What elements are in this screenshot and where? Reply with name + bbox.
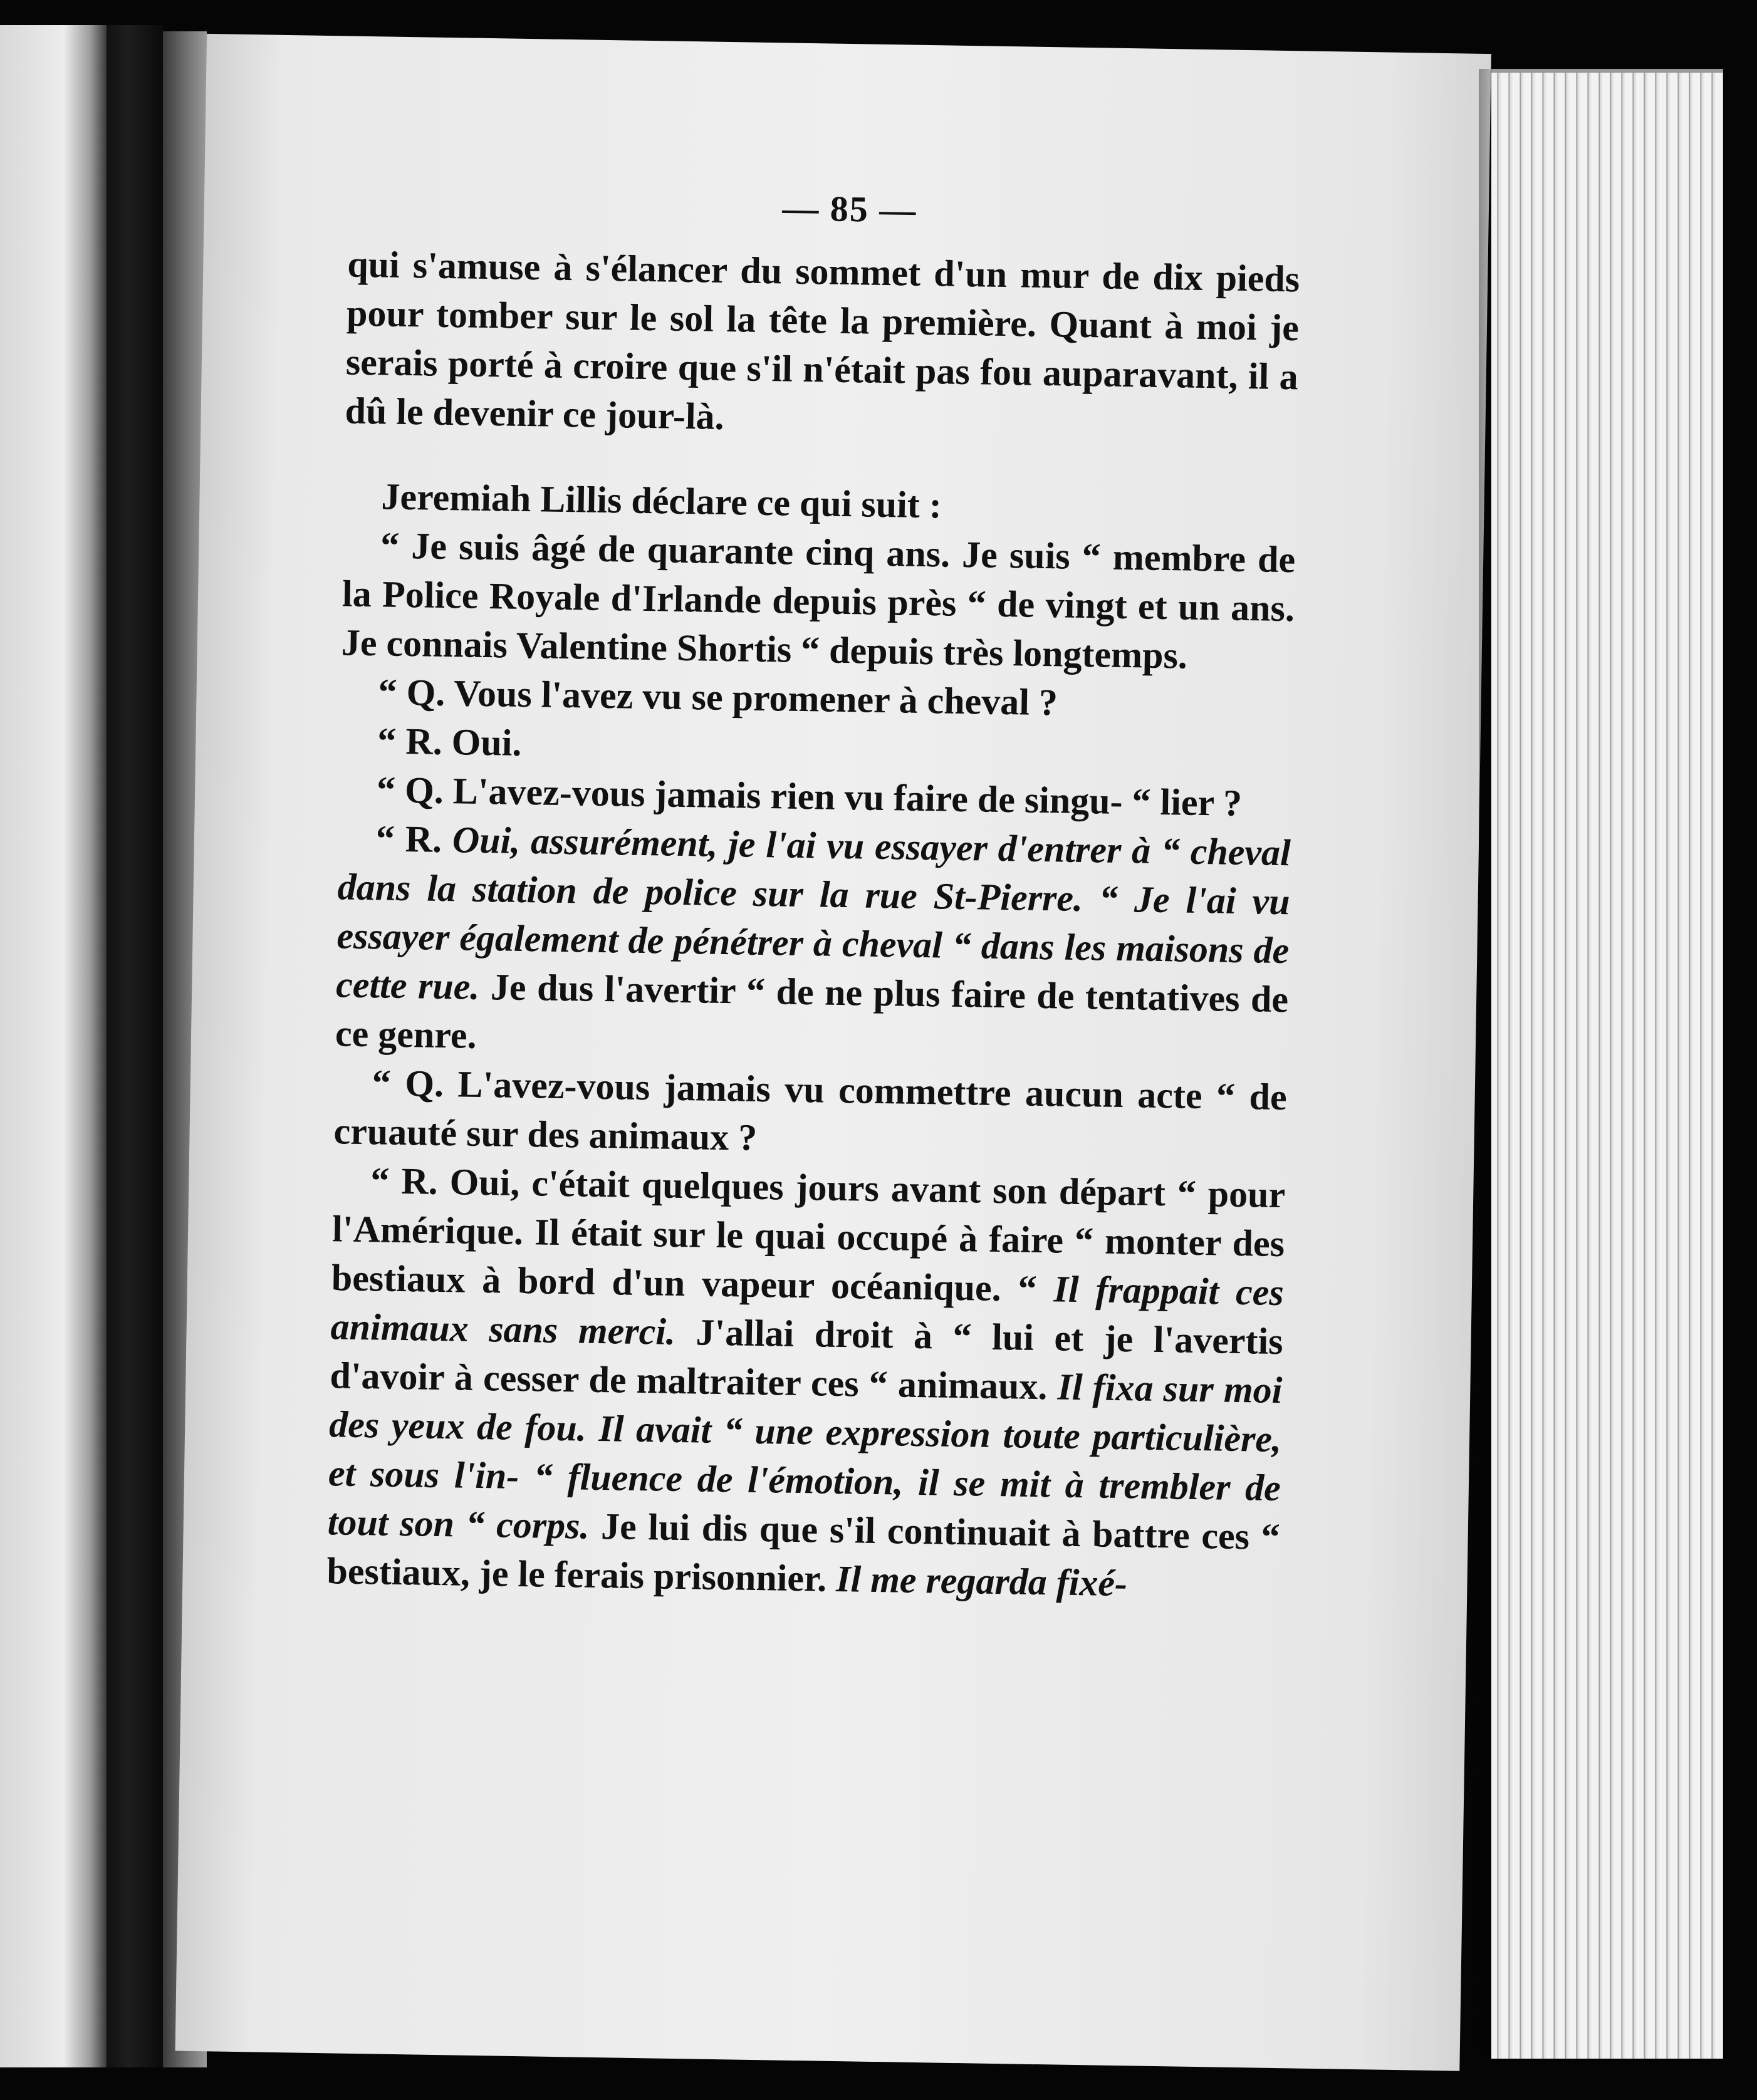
paragraph-text: Je lui dis que s'il continuait à battre ces “ bestiaux, je le ferais prisonnier.: [326, 1505, 1281, 1599]
paragraph: “ R. Oui.: [377, 720, 522, 764]
paragraph: “ Q. L'avez-vous jamais rien vu faire de singu- “ lier ?: [376, 769, 1243, 824]
italic-text: Il me regarda fixé-: [835, 1557, 1128, 1604]
body-text: [326, 239, 1300, 1610]
italic-text: Il fixa sur moi des yeux de fou. Il avait “ une expression toute particulière, et sous l'in- “ fluence de l'émotion, il se mit à trembler de tout son “ corps.: [327, 1366, 1283, 1547]
paragraph-text: Je dus l'avertir “ de ne plus faire de tentatives de ce genre.: [335, 965, 1289, 1056]
paragraph-text: J'allai droit à “ lui et je l'avertis d'avoir à cesser de maltraiter ces “ animaux.: [329, 1311, 1284, 1408]
page-number: — 85 —: [781, 187, 917, 231]
paragraph: [335, 813, 1291, 1073]
page-text-block: [326, 180, 1301, 1610]
paragraph-text: “ R.: [375, 818, 453, 861]
italic-text: Il frappait ces animaux sans merci.: [330, 1268, 1285, 1353]
paragraph: [326, 1155, 1286, 1610]
paragraph: Jeremiah Lillis déclare ce qui suit :: [381, 476, 942, 526]
book-page: [175, 34, 1491, 2071]
book-gutter: [107, 25, 163, 2067]
left-page-edge: [0, 25, 107, 2067]
paragraph: qui s'amuse à s'élancer du sommet d'un mur de dix pieds pour tomber sur le sol la tête la première. Quant à moi je serais porté à croire que s'il n'était pas fou auparavant, il a dû le devenir ce jour-là.: [345, 243, 1300, 437]
page-stack-edges: [1491, 69, 1723, 2059]
paragraph: “ Q. Vous l'avez vu se promener à cheval ?: [378, 671, 1058, 724]
paragraph-text: “ R. Oui, c'était quelques jours avant son départ “ pour l'Amérique. Il était sur le quai occupé à faire “ monter des bestiaux à bord d'un vapeur océanique. “: [331, 1160, 1286, 1310]
paragraph: “ Q. L'avez-vous jamais vu commettre aucun acte “ de cruauté sur des animaux ?: [333, 1062, 1288, 1158]
paragraph: “ Je suis âgé de quarante cinq ans. Je suis “ membre de la Police Royale d'Irlande depuis près “ de vingt et un ans. Je connais Valentine Shortis “ depuis très longtemps.: [341, 524, 1296, 677]
italic-text: Oui, assurément, je l'ai vu essayer d'entrer à “ cheval dans la station de police sur la rue St-Pierre. “ Je l'ai vu essayer également de pénétrer à cheval “ dans les maisons de cette rue.: [335, 819, 1291, 1007]
